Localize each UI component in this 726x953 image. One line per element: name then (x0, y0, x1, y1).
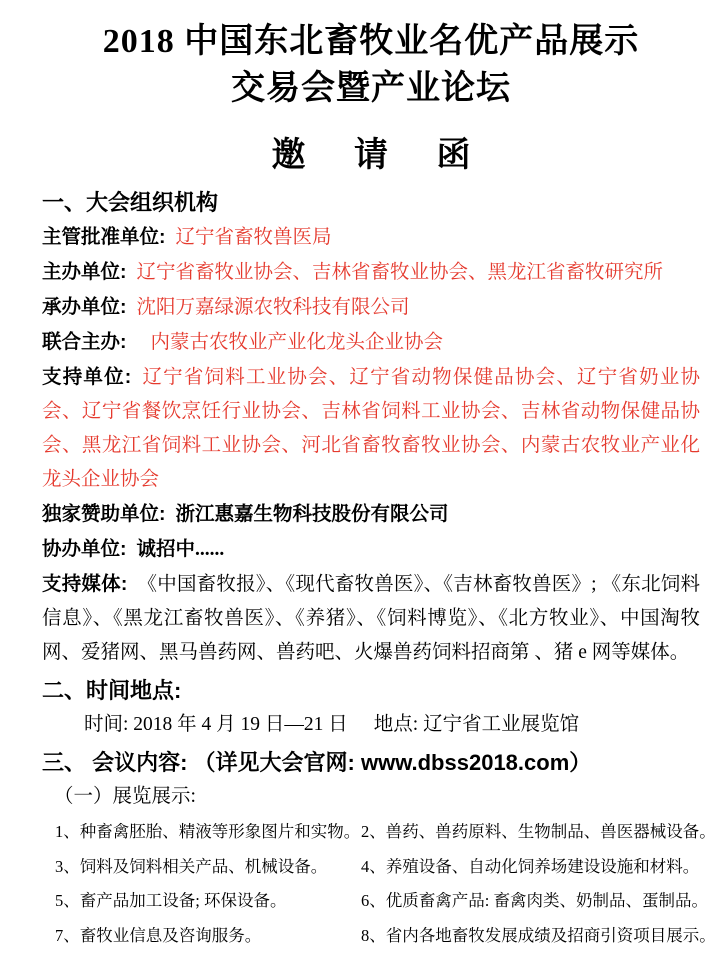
exhibition-item-7: 7、畜牧业信息及咨询服务。 (55, 919, 361, 953)
org-row-co-organizer-value: 诚招中...... (137, 539, 225, 560)
exhibition-item-1: 1、种畜禽胚胎、精液等形象图片和实物。 (55, 815, 361, 850)
exhibition-item-5: 5、畜产品加工设备; 环保设备。 (55, 884, 361, 919)
document-title-line-2: 交易会暨产业论坛 (42, 65, 700, 112)
org-row-organizer-unit (42, 290, 700, 325)
section-time-place-heading: 二、时间地点: (42, 674, 700, 708)
exhibition-item-4: 4、养殖设备、自动化饲养场建设设施和材料。 (361, 850, 700, 885)
org-row-host-unit-label: 主办单位: (42, 261, 127, 283)
time-place-line (42, 708, 700, 742)
org-row-support-media (42, 567, 700, 670)
org-row-support-media-value: 《中国畜牧报》、《现代畜牧兽医》、《吉林畜牧兽医》; 《东北饲料信息》、《黑龙江畜牧兽医》、《养猪》、《饲料博览》、《北方牧业》、中国淘牧网、爱猪网、黑马兽药网、兽药吧、火爆兽药饲料招商第 、猪 e 网等媒体。 (42, 574, 700, 663)
org-row-co-organizer (42, 532, 700, 567)
exhibition-item-list (42, 815, 700, 953)
exhibition-sub-heading: （一）展览展示: (42, 780, 700, 814)
section-organization-heading: 一、大会组织机构 (42, 186, 700, 220)
org-row-exclusive-sponsor (42, 497, 700, 532)
exhibition-item-row (42, 850, 700, 885)
exhibition-item-8: 8、省内各地畜牧发展成绩及招商引资项目展示。 (361, 919, 716, 953)
exhibition-item-3: 3、饲料及饲料相关产品、机械设备。 (55, 850, 361, 885)
org-row-joint-host-label: 联合主办: (42, 331, 127, 353)
org-row-co-organizer-label: 协办单位: (42, 538, 127, 560)
org-row-support-units (42, 360, 700, 497)
exhibition-item-row (42, 815, 700, 850)
exhibition-item-row (42, 919, 700, 953)
exhibition-item-6: 6、优质畜禽产品: 畜禽肉类、奶制品、蛋制品。 (361, 884, 708, 919)
exhibition-item-row (42, 884, 700, 919)
org-row-exclusive-sponsor-label: 独家赞助单位: (42, 503, 166, 525)
org-row-support-media-label: 支持媒体: (42, 573, 127, 595)
org-row-organizer-unit-label: 承办单位: (42, 296, 127, 318)
org-row-joint-host-value: 内蒙古农牧业产业化龙头企业协会 (151, 332, 444, 353)
event-time: 时间: 2018 年 4 月 19 日—21 日 (84, 714, 348, 735)
org-row-exclusive-sponsor-value: 浙江惠嘉生物科技股份有限公司 (176, 504, 449, 525)
exhibition-item-2: 2、兽药、兽药原料、生物制品、兽医器械设备。 (361, 815, 716, 850)
letter-title: 邀 请 函 (42, 132, 700, 180)
org-row-approval-unit-value: 辽宁省畜牧兽医局 (176, 227, 332, 248)
section-content-heading: 三、 会议内容: （详见大会官网: www.dbss2018.com） (42, 746, 700, 780)
document-title-line-1: 2018 中国东北畜牧业名优产品展示 (42, 18, 700, 65)
org-row-approval-unit-label: 主管批准单位: (42, 226, 166, 248)
org-row-joint-host (42, 325, 700, 360)
org-row-organizer-unit-value: 沈阳万嘉绿源农牧科技有限公司 (137, 297, 410, 318)
document-title (42, 18, 700, 112)
org-row-support-units-label: 支持单位: (42, 366, 131, 388)
org-row-host-unit-value: 辽宁省畜牧业协会、吉林省畜牧业协会、黑龙江省畜牧研究所 (137, 262, 664, 283)
org-row-support-units-value: 辽宁省饲料工业协会、辽宁省动物保健品协会、辽宁省奶业协会、辽宁省餐饮烹饪行业协会、吉林省饲料工业协会、吉林省动物保健品协会、黑龙江省饲料工业协会、河北省畜牧畜牧业协会、内蒙古农牧业产业化龙头企业协会 (42, 367, 700, 490)
event-place: 地点: 辽宁省工业展览馆 (374, 714, 579, 735)
org-row-host-unit (42, 255, 700, 290)
org-row-approval-unit (42, 220, 700, 255)
